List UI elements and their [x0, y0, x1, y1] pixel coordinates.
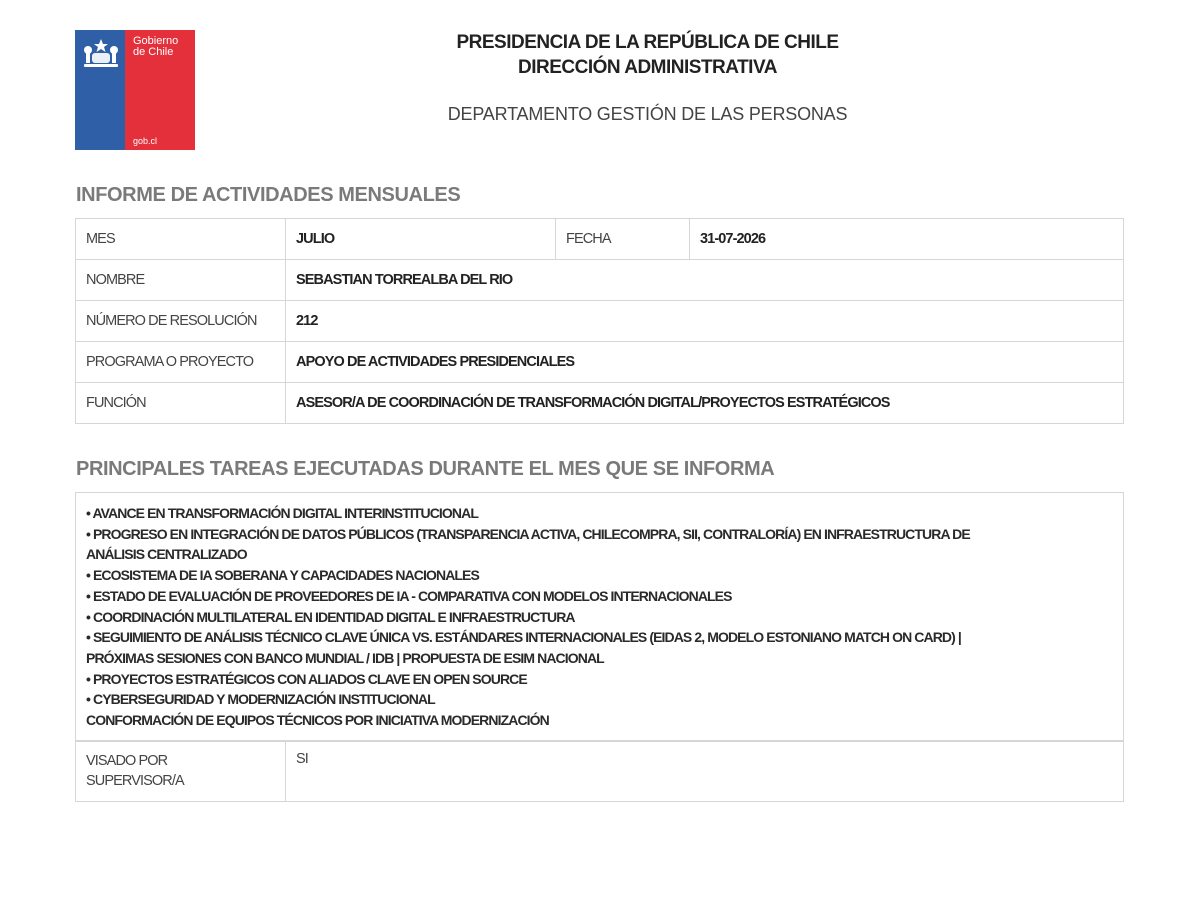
task-line: • COORDINACIÓN MULTILATERAL EN IDENTIDAD DIGITAL E INFRAESTRUCTURA: [86, 608, 575, 625]
funcion-label: FUNCIÓN: [76, 383, 286, 424]
report-info-table: [75, 218, 1124, 424]
gobierno-de-chile-logo: [75, 30, 195, 150]
task-line: • ESTADO DE EVALUACIÓN DE PROVEEDORES DE IA - COMPARATIVA CON MODELOS INTERNACIONALES: [86, 587, 732, 604]
header-title-line-2: DIRECCIÓN ADMINISTRATIVA: [518, 57, 777, 78]
task-line: • CYBERSEGURIDAD Y MODERNIZACIÓN INSTITUCIONAL: [86, 691, 435, 708]
task-line: • PROGRESO EN INTEGRACIÓN DE DATOS PÚBLICOS (TRANSPARENCIA ACTIVA, CHILECOMPRA, SII, CONTRALORÍA) EN INFRAESTRUCTURA DE: [86, 525, 970, 542]
mes-value: JULIO: [286, 219, 556, 260]
logo-url: gob.cl: [133, 136, 158, 146]
resolucion-label: NÚMERO DE RESOLUCIÓN: [76, 301, 286, 342]
table-row-nombre: [76, 260, 1124, 301]
task-line: ANÁLISIS CENTRALIZADO: [86, 546, 247, 563]
visado-label-line-1: VISADO POR: [86, 753, 168, 769]
visado-label-line-2: SUPERVISOR/A: [86, 773, 184, 789]
programa-label: PROGRAMA O PROYECTO: [76, 342, 286, 383]
nombre-label: NOMBRE: [76, 260, 286, 301]
coat-of-arms-icon: [80, 36, 122, 72]
task-line: • SEGUIMIENTO DE ANÁLISIS TÉCNICO CLAVE ÚNICA VS. ESTÁNDARES INTERNACIONALES (EIDAS 2, MODELO ESTONIANO MATCH ON CARD) |: [86, 629, 961, 646]
report-section-title: INFORME DE ACTIVIDADES MENSUALES: [76, 184, 461, 206]
task-line: PRÓXIMAS SESIONES CON BANCO MUNDIAL / IDB | PROPUESTA DE ESIM NACIONAL: [86, 649, 604, 666]
tasks-section-title: PRINCIPALES TAREAS EJECUTADAS DURANTE EL MES QUE SE INFORMA: [76, 458, 775, 480]
funcion-value: ASESOR/A DE COORDINACIÓN DE TRANSFORMACIÓN DIGITAL/PROYECTOS ESTRATÉGICOS: [286, 383, 1124, 424]
fecha-label: FECHA: [556, 219, 690, 260]
logo-wordmark: [133, 36, 178, 58]
mes-label: MES: [76, 219, 286, 260]
programa-value: APOYO DE ACTIVIDADES PRESIDENCIALES: [286, 342, 1124, 383]
table-row-resolucion: [76, 301, 1124, 342]
table-row-visado: [76, 741, 1124, 802]
resolucion-value: 212: [286, 301, 1124, 342]
nombre-value: SEBASTIAN TORREALBA DEL RIO: [286, 260, 1124, 301]
visado-value: SI: [286, 741, 1124, 802]
tasks-box: [75, 492, 1124, 742]
task-line: • PROYECTOS ESTRATÉGICOS CON ALIADOS CLAVE EN OPEN SOURCE: [86, 670, 527, 687]
visado-label: [76, 741, 286, 802]
table-row-mes: [76, 219, 1124, 260]
task-line: CONFORMACIÓN DE EQUIPOS TÉCNICOS POR INICIATIVA MODERNIZACIÓN: [86, 712, 549, 729]
task-line: • ECOSISTEMA DE IA SOBERANA Y CAPACIDADES NACIONALES: [86, 567, 479, 584]
table-row-funcion: [76, 383, 1124, 424]
logo-line-2: de Chile: [133, 46, 174, 58]
logo-line-1: Gobierno: [133, 35, 179, 47]
task-line: • AVANCE EN TRANSFORMACIÓN DIGITAL INTERINSTITUCIONAL: [86, 505, 478, 521]
table-row-programa: [76, 342, 1124, 383]
department-name: DEPARTAMENTO GESTIÓN DE LAS PERSONAS: [447, 104, 848, 124]
visado-table: [75, 740, 1124, 802]
fecha-value: 31-07-2026: [690, 219, 1124, 260]
header-title-line-1: PRESIDENCIA DE LA REPÚBLICA DE CHILE: [456, 32, 839, 53]
